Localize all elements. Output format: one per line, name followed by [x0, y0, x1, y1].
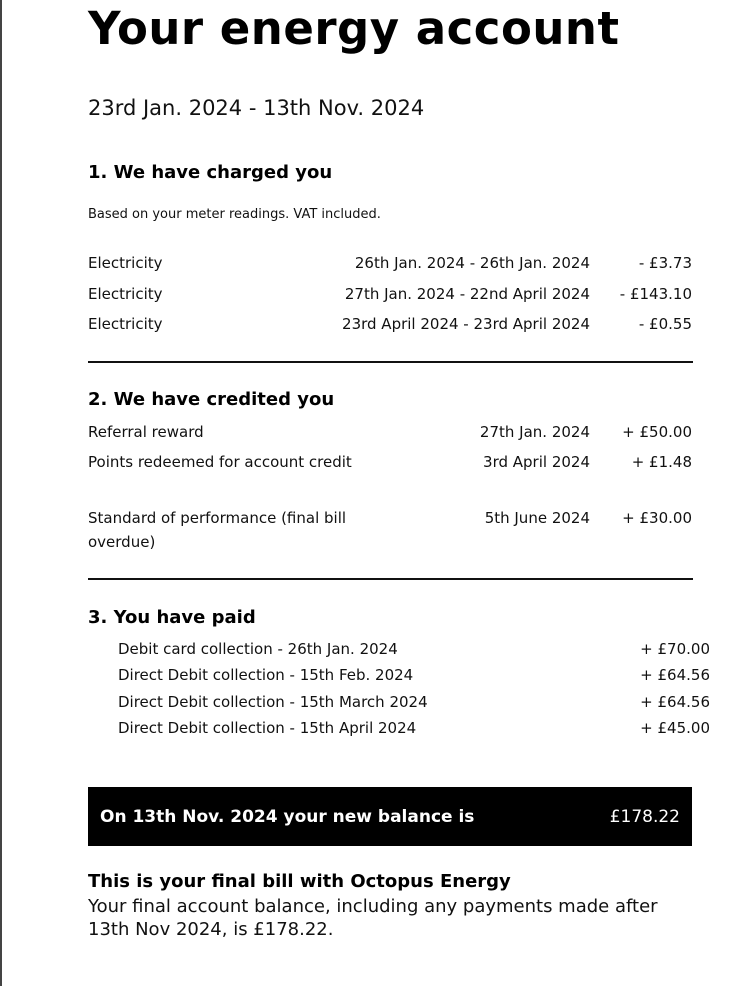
- payment-description: Direct Debit collection - 15th Feb. 2024: [118, 666, 414, 684]
- credit-date: 3rd April 2024: [483, 453, 590, 471]
- payment-amount: + £64.56: [640, 666, 710, 684]
- final-bill-text: Your final account balance, including any payments made after 13th Nov 2024, is £178.22.: [88, 896, 658, 940]
- page-title: Your energy account: [88, 2, 620, 55]
- credit-date: 27th Jan. 2024: [479, 423, 590, 441]
- charge-amount: - £143.10: [619, 285, 692, 303]
- credit-description: Standard of performance (final bill overdue): [88, 509, 347, 551]
- page-left-edge: [0, 0, 2, 986]
- charge-description: Electricity: [88, 254, 163, 272]
- section-divider: [88, 361, 693, 363]
- charge-description: Electricity: [88, 285, 163, 303]
- paid-heading: 3. You have paid: [88, 607, 256, 628]
- payment-description: Debit card collection - 26th Jan. 2024: [118, 640, 398, 658]
- balance-value: £178.22: [609, 807, 680, 827]
- charge-dates: 26th Jan. 2024 - 26th Jan. 2024: [354, 254, 590, 272]
- charge-description: Electricity: [88, 315, 163, 333]
- balance-label: On 13th Nov. 2024 your new balance is: [100, 807, 475, 827]
- balance-bar: [88, 787, 692, 846]
- payment-description: Direct Debit collection - 15th April 2024: [118, 719, 417, 737]
- charged-heading: 1. We have charged you: [88, 162, 333, 183]
- credit-amount: + £30.00: [622, 509, 692, 527]
- charge-dates: 27th Jan. 2024 - 22nd April 2024: [344, 285, 590, 303]
- credited-heading: 2. We have credited you: [88, 389, 335, 410]
- credit-amount: + £50.00: [622, 423, 692, 441]
- section-divider: [88, 578, 693, 580]
- payment-description: Direct Debit collection - 15th March 2024: [118, 693, 428, 711]
- charge-amount: - £0.55: [638, 315, 692, 333]
- payment-amount: + £64.56: [640, 693, 710, 711]
- charge-amount: - £3.73: [638, 254, 692, 272]
- charged-note: Based on your meter readings. VAT included.: [88, 207, 381, 222]
- credit-description: Points redeemed for account credit: [88, 453, 352, 471]
- final-bill-heading: This is your final bill with Octopus Energy: [88, 871, 511, 892]
- credit-amount: + £1.48: [631, 453, 692, 471]
- charge-dates: 23rd April 2024 - 23rd April 2024: [342, 315, 590, 333]
- credit-date: 5th June 2024: [484, 509, 590, 527]
- payment-amount: + £70.00: [640, 640, 710, 658]
- statement-period: 23rd Jan. 2024 - 13th Nov. 2024: [88, 96, 425, 120]
- credit-description: Referral reward: [88, 423, 204, 441]
- payment-amount: + £45.00: [640, 719, 710, 737]
